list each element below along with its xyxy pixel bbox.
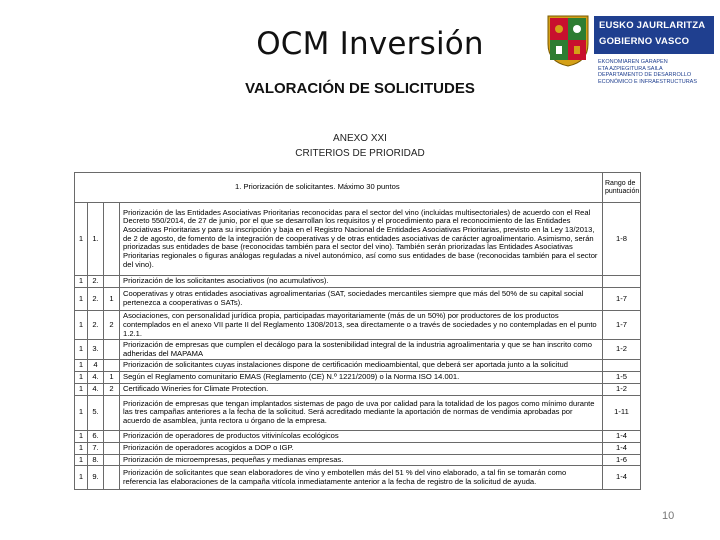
row-score-cell (603, 360, 641, 372)
table-header-row (75, 173, 641, 203)
row-description-cell: Priorización de operadores acogidos a DOP o IGP. (120, 442, 603, 454)
table-row (75, 203, 641, 276)
annex-title: CRITERIOS DE PRIORIDAD (295, 148, 425, 159)
row-level1-cell: 1 (75, 203, 88, 276)
row-level3-cell (104, 466, 120, 490)
row-level3-cell (104, 203, 120, 276)
row-description-cell: Priorización de empresas que cumplen el decálogo para la sostenibilidad integral de la industria agroalimentaria y que se han inscrito como adheridas del MAPAMA (120, 340, 603, 360)
row-level2-cell: 2. (88, 275, 104, 287)
row-level2-cell: 2. (88, 311, 104, 340)
annex-heading (240, 131, 480, 161)
row-level2-cell: 3. (88, 340, 104, 360)
row-level3-cell (104, 454, 120, 466)
row-level1-cell: 1 (75, 311, 88, 340)
department-spanish-line2: ECONÓMICO E INFRAESTRUCTURAS (598, 79, 698, 85)
row-score-cell: 1-2 (603, 340, 641, 360)
table-row (75, 360, 641, 372)
table-header-title: 1. Priorización de solicitantes. Máximo 30 puntos (75, 173, 603, 203)
row-score-cell: 1-5 (603, 371, 641, 383)
row-score-cell: 1-8 (603, 203, 641, 276)
logo-line1: EUSKO JAURLARITZA (599, 20, 706, 31)
table-row (75, 340, 641, 360)
row-description-cell: Cooperativas y otras entidades asociativas agroalimentarias (SAT, sociedades mercantiles siempre que más del 50% de su capital social pertenezca a cooperativas o SATs). (120, 287, 603, 311)
row-description-cell: Según el Reglamento comunitario EMAS (Reglamento (CE) N.º 1221/2009) o la Norma ISO 14.001. (120, 371, 603, 383)
row-score-cell (603, 275, 641, 287)
row-score-cell: 1-4 (603, 442, 641, 454)
row-description-cell: Certificado Wineries for Climate Protection. (120, 383, 603, 395)
row-level2-cell: 5. (88, 395, 104, 430)
department-spanish-line1: DEPARTAMENTO DE DESARROLLO (598, 72, 692, 78)
row-level1-cell: 1 (75, 371, 88, 383)
row-level2-cell: 1. (88, 203, 104, 276)
row-level3-cell (104, 275, 120, 287)
row-level2-cell: 4. (88, 383, 104, 395)
table-row (75, 371, 641, 383)
row-level3-cell (104, 340, 120, 360)
department-basque-line2: ETA AZPIEGITURA SAILA (598, 66, 663, 72)
row-level1-cell: 1 (75, 360, 88, 372)
table-row (75, 287, 641, 311)
row-description-cell: Priorización de las Entidades Asociativas Prioritarias reconocidas para el sector del vino (incluidas multisectoriales) de acuerdo con el Real Decreto 550/2014, de 27 de junio, por el que se desarrollan los requisitos y el procedimiento para el reconocimiento de las Entidades Asociativas Prioritarias y para su inscripción y baja en el Registro Nacional de Entidades Asociativas Prioritarias, previsto en la Ley 13/2013, de 2 de agosto, de fomento de la integración de cooperativas y de otras entidades asociativas de carácter agroalimentario. Asimismo, serán priorizadas sus entidades de base (reconocidas también para el sector del vino). También serán priorizadas las Entidades Asociativas Prioritarias regionales o figuras análogas reguladas a nivel autonómico, así como sus entidades de base (reconocidas también para el sector del vino). (120, 203, 603, 276)
row-level1-cell: 1 (75, 454, 88, 466)
department-spanish (598, 72, 697, 86)
row-description-cell: Priorización de solicitantes que sean elaboradores de vino y embotellen más del 51 % del vino elaborado, a tal fin se tomarán como referencia las elaboraciones de la campaña vitícola inmediatamente anterior a la fecha de registro de la solicitud de ayuda. (120, 466, 603, 490)
row-level3-cell: 1 (104, 371, 120, 383)
row-level1-cell: 1 (75, 430, 88, 442)
logo-line2: GOBIERNO VASCO (599, 36, 690, 47)
row-score-cell: 1-4 (603, 430, 641, 442)
priority-criteria-table (74, 172, 641, 490)
criteria-table-container (74, 172, 640, 490)
row-level2-cell: 7. (88, 442, 104, 454)
row-description-cell: Priorización de microempresas, pequeñas y medianas empresas. (120, 454, 603, 466)
row-score-cell: 1-4 (603, 466, 641, 490)
table-row (75, 454, 641, 466)
row-level3-cell: 2 (104, 311, 120, 340)
row-score-cell: 1-11 (603, 395, 641, 430)
table-row (75, 442, 641, 454)
table-row (75, 275, 641, 287)
department-basque (598, 59, 668, 73)
row-level1-cell: 1 (75, 466, 88, 490)
row-level3-cell (104, 395, 120, 430)
row-level1-cell: 1 (75, 275, 88, 287)
logo-text-block (594, 16, 714, 54)
row-level2-cell: 4. (88, 371, 104, 383)
row-level1-cell: 1 (75, 395, 88, 430)
row-level2-cell: 6. (88, 430, 104, 442)
department-basque-line1: EKONOMIAREN GARAPEN (598, 59, 668, 65)
row-description-cell: Priorización de empresas que tengan implantados sistemas de pago de uva por calidad para la totalidad de los pagos como mínimo durante las tres campañas anteriores a la fecha de la solicitud. Será acreditado mediante la aportación de normas de vendimia aprobadas por acuerdo de asamblea, junta rectora u órgano de la empresa. (120, 395, 603, 430)
row-level3-cell (104, 442, 120, 454)
row-level3-cell (104, 360, 120, 372)
row-score-cell: 1-7 (603, 287, 641, 311)
table-row (75, 395, 641, 430)
table-row (75, 311, 641, 340)
row-level3-cell: 2 (104, 383, 120, 395)
row-level3-cell: 1 (104, 287, 120, 311)
row-level2-cell: 8. (88, 454, 104, 466)
gobierno-vasco-logo (546, 14, 714, 86)
table-header-range: Rango de puntuación (603, 173, 641, 203)
row-level1-cell: 1 (75, 340, 88, 360)
page-title: OCM Inversión (256, 26, 484, 62)
row-description-cell: Priorización de operadores de productos vitivinícolas ecológicos (120, 430, 603, 442)
page-subtitle: VALORACIÓN DE SOLICITUDES (245, 80, 475, 97)
row-level1-cell: 1 (75, 442, 88, 454)
page-number: 10 (662, 510, 675, 522)
row-description-cell: Priorización de los solicitantes asociativos (no acumulativos). (120, 275, 603, 287)
table-row (75, 383, 641, 395)
row-level2-cell: 9. (88, 466, 104, 490)
row-score-cell: 1-7 (603, 311, 641, 340)
coat-of-arms-icon (546, 14, 590, 68)
annex-number: ANEXO XXI (333, 133, 387, 144)
table-row (75, 466, 641, 490)
table-row (75, 430, 641, 442)
row-level1-cell: 1 (75, 383, 88, 395)
row-level1-cell: 1 (75, 287, 88, 311)
row-level2-cell: 4 (88, 360, 104, 372)
row-description-cell: Priorización de solicitantes cuyas instalaciones dispone de certificación medioambiental, que deberá ser aportada junto a la solicitud (120, 360, 603, 372)
row-level2-cell: 2. (88, 287, 104, 311)
row-score-cell: 1-6 (603, 454, 641, 466)
row-level3-cell (104, 430, 120, 442)
row-description-cell: Asociaciones, con personalidad jurídica propia, participadas mayoritariamente (más de un 50%) por productores de los productos contemplados en el anexo VII parte II del Reglamento 1308/2013, sea directamente o a través de sociedades y no contempladas en el punto 1.2.1. (120, 311, 603, 340)
row-score-cell: 1-2 (603, 383, 641, 395)
